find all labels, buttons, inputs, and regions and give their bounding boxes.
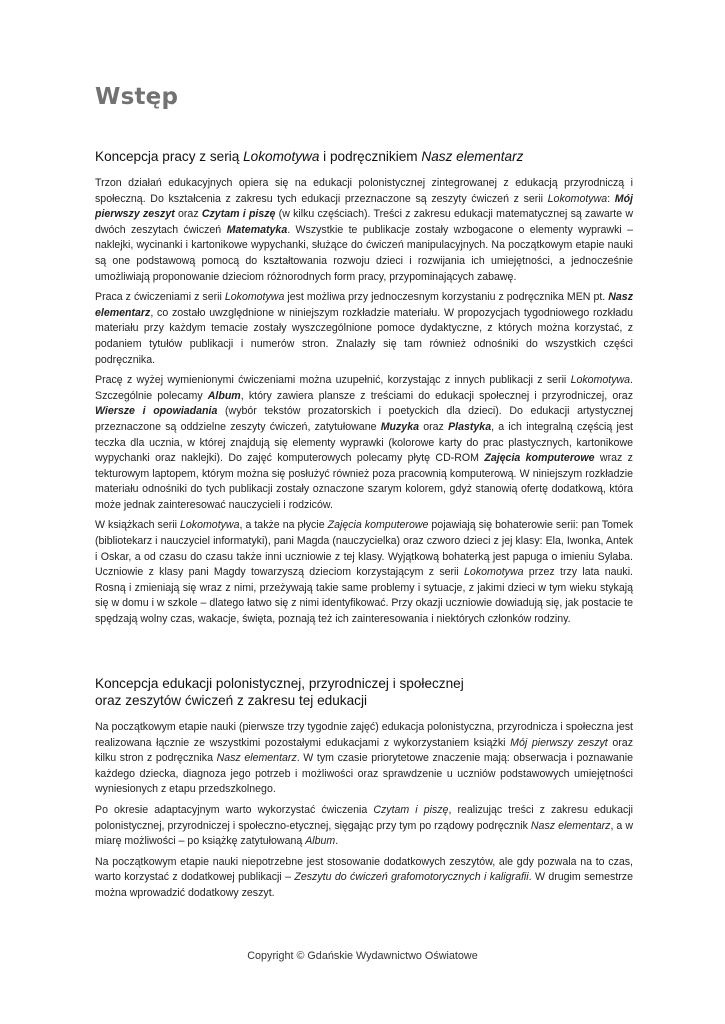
text-segment: Plastyka — [448, 420, 492, 433]
text-segment: oraz — [174, 208, 202, 221]
text-segment: oraz kilku stron z podręcznika — [95, 736, 633, 765]
text-segment: (w kilku częściach). Treści z zakresu edukacji matematycznej są zawarte w dwóch zeszytach ćwiczeń — [95, 208, 633, 236]
paragraph — [95, 518, 633, 627]
copyright-footer: Copyright © Gdańskie Wydawnictwo Oświatowe — [247, 950, 478, 962]
text-segment: przez trzy lata nauki. Rosną i zmieniają się wraz z nimi, przeżywają takie same problemy i sytuacje, z jakimi dzieci w tym wieku stykają się w domu i w szkole – dlatego łatwo się z nimi identyfikować. Przy okazji uczniowie dowiadują się, jak postacie te spędzają wolny czas, wakacje, święta, poznają też ich zainteresowania i niektórych członków rodziny. — [95, 566, 633, 626]
text-segment: Lokomotywa — [464, 566, 524, 579]
text-segment: Matematyka — [226, 223, 288, 236]
text-segment: oraz — [419, 420, 449, 433]
text-segment: Zajęcia komputerowe — [327, 519, 429, 532]
text-segment: Na początkowym etapie nauki (pierwsze trzy tygodnie zajęć) edukacja polonistyczna, przyrodnicza i społeczna jest realizowana łącznie ze wszystkimi pozostałymi edukacjami z wykorzystaniem książki — [95, 721, 633, 749]
text-segment: pojawiają się bohaterowie serii: pan Tomek (bibliotekarz i nauczyciel informatyki), pani Magda (nauczycielka) oraz czworo dzieci z jej klasy: Ela, Iwonka, Antek i Oskar, a od czasu do czasu także inni uczniowie z tej klasy. Wyjątkową bohaterką jest papuga o imieniu Sylaba. Uczniowie z klasy pani Magdy towarzyszą dzieciom korzystającym z serii — [95, 519, 633, 579]
text-segment: Trzon działań edukacyjnych opiera się na edukacji polonistycznej zintegrowanej z edukacją przyrodniczą i społeczną. Do kształcenia z zakresu tych edukacji przeznaczone są zeszyty ćwiczeń z serii — [95, 177, 633, 205]
text-segment: , a także na płycie — [239, 519, 328, 532]
heading-segment: Koncepcja pracy z serią — [95, 149, 244, 164]
text-segment: Czytam i piszę — [373, 803, 449, 816]
text-segment: Album — [207, 389, 241, 402]
text-segment: Muzyka — [380, 420, 419, 433]
text-segment: Nasz elementarz — [95, 291, 633, 319]
paragraph — [95, 720, 633, 798]
text-segment: . W tym czasie priorytetowe znaczenie mają: obserwacja i poznawanie każdego dziecka, diagnoza jego potrzeb i możliwości oraz sprawdzenie u uczniów podstawowych umiejętności wyniesionych z etapu przedszkolnego. — [95, 752, 634, 796]
text-segment: . Szczególnie polecamy — [95, 374, 633, 402]
text-segment: Nasz elementarz — [530, 819, 611, 832]
text-segment: Czytam i piszę — [201, 208, 276, 221]
text-segment: , a ich integralną częścią jest teczka dla ucznia, w której znajdują się elementy wyprawki (kolorowe karty do prac plastycznych, kartonikowe wypychanki oraz naklejki). Do zajęć komputerowych polecamy płytę CD-ROM — [95, 420, 634, 465]
text-segment: Zajęcia komputerowe — [484, 452, 595, 465]
text-segment: Wiersze i opowiadania — [95, 405, 218, 418]
text-segment: , a w miarę możliwości – po książkę zatytułowaną — [95, 819, 633, 848]
text-segment: Album — [305, 835, 336, 848]
text-segment: . W drugim semestrze można wprowadzić dodatkowy zeszyt. — [95, 871, 633, 899]
text-segment: wraz z tekturowym laptopem, którym można się posłużyć również poza pracownią komputerową. W niniejszym rozkładzie materiału odnośniki do tych publikacji zostały oznaczone szarym kolorem, gdyż stanowią ofertę dodatkową, która może jednak zainteresować nauczycieli i rodziców. — [95, 452, 633, 511]
paragraph — [95, 855, 633, 902]
text-segment: , realizując treści z zakresu edukacji polonistycznej, przyrodniczej i społeczno-etycznej, sięgając przy tym po rządowy podręcznik — [95, 803, 634, 832]
section-body — [95, 176, 633, 628]
page-title: Wstęp — [95, 84, 179, 110]
section-heading — [95, 148, 633, 165]
paragraph — [95, 373, 633, 513]
text-segment: W książkach serii — [95, 519, 180, 532]
text-segment: Lokomotywa — [547, 192, 608, 205]
text-segment: Nasz elementarz — [216, 752, 297, 765]
section-education-concept — [95, 675, 633, 907]
text-segment: : — [607, 192, 615, 205]
text-segment: . — [335, 835, 339, 848]
text-segment: jest możliwa przy jednoczesnym korzystaniu z podręcznika MEN pt. — [284, 291, 609, 304]
text-segment: Lokomotywa — [570, 374, 631, 387]
heading-line: Koncepcja edukacji polonistycznej, przyrodniczej i społecznej — [95, 676, 464, 691]
text-segment: Zeszytu do ćwiczeń grafomotorycznych i kaligrafii — [294, 871, 529, 884]
text-segment: Lokomotywa — [180, 519, 240, 532]
text-segment: , co zostało uwzględnione w niniejszym rozkładzie materiału. W propozycjach tygodniowego rozkładu materiału przy każdym temacie zostały wyszczególnione pomoce dydaktyczne, z których można korzystać, z podaniem tytułów publikacji i numerów stron. Znalazły się tam również odnośniki do wszystkich części podręcznika. — [95, 306, 633, 366]
paragraph — [95, 290, 633, 368]
text-segment: Pracę z wyżej wymienionymi ćwiczeniami można uzupełnić, korzystając z innych publikacji z serii — [95, 374, 571, 387]
text-segment: Lokomotywa — [224, 291, 285, 304]
text-segment: Mój pierwszy zeszyt — [95, 192, 633, 221]
heading-line: oraz zeszytów ćwiczeń z zakresu tej edukacji — [95, 693, 367, 708]
text-segment: Praca z ćwiczeniami z serii — [95, 291, 225, 304]
text-segment: . Wszystkie te publikacje zostały wzbogacone o elementy wyprawki – naklejki, wycinanki i kartonikowe wypychanki, służące do ćwiczeń manipulacyjnych. Na początkowym etapie nauki są one podstawową pomocą do kształtowania rozwoju dzieci i rozwijania ich umiejętności, a jednocześnie umożliwiają proponowanie dzieciom różnorodnych form pracy, przypominających zabawę. — [95, 223, 634, 283]
section-body — [95, 720, 633, 902]
section-heading — [95, 675, 633, 709]
heading-segment: Nasz elementarz — [421, 149, 524, 164]
paragraph — [95, 176, 633, 285]
heading-segment: Lokomotywa — [243, 149, 320, 164]
paragraph — [95, 803, 633, 850]
heading-segment: i podręcznikiem — [319, 149, 422, 164]
text-segment: (wybór tekstów prozatorskich i poetyckich dla dzieci). Do edukacji artystycznej przeznaczone są oddzielne zeszyty ćwiczeń, zatytułowane — [95, 405, 633, 433]
text-segment: Na początkowym etapie nauki niepotrzebne jest stosowanie dodatkowych zeszytów, ale gdy pozwala na to czas, warto korzystać z dodatkowej publikacji – — [95, 855, 633, 884]
section-concept-series — [95, 148, 633, 633]
text-segment: , który zawiera plansze z treściami do edukacji społecznej i przyrodniczej, oraz — [240, 389, 633, 402]
text-segment: Po okresie adaptacyjnym warto wykorzystać ćwiczenia — [95, 803, 374, 816]
text-segment: Mój pierwszy zeszyt — [510, 736, 608, 749]
